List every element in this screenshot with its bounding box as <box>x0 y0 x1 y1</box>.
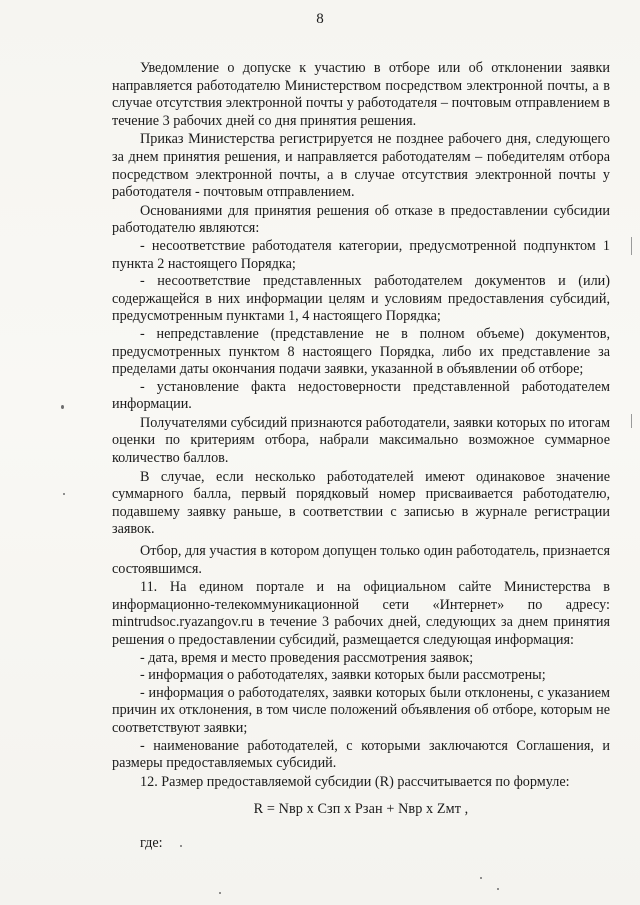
scan-speck <box>497 888 499 890</box>
list-item-date-time-place: - дата, время и место проведения рассмотрения заявок; <box>140 649 474 666</box>
scan-edge-mark <box>631 414 632 428</box>
list-item-documents-missing: - непредставление (представление не в полном объеме) документов, предусмотренных пунктом 8 настоящего Порядка, либо их представление за пределами даты окончания подачи заявки, указанной в объявлении об отборе; <box>112 325 610 378</box>
paragraph-recipients: Получателями субсидий признаются работодатели, заявки которых по итогам оценки по критериям отбора, набрали максимально возможное суммарное количество баллов. <box>112 414 610 467</box>
paragraph-order-registration: Приказ Министерства регистрируется не позднее рабочего дня, следующего за днем принятия решения, и направляется работодателям – победителям отбора посредством электронной почты, а в случае отсутствия электронной почты у работодателя - почтовым отправлением. <box>112 131 610 201</box>
paragraph-notice: Уведомление о допуске к участию в отборе или об отклонении заявки направляется работодателю Министерством посредством электронной почты, а в случае отсутствия электронной почты у работодателя – почтовым отправлением в течение 3 рабочих дней со дня принятия решения. <box>112 60 610 129</box>
scan-speck <box>480 877 482 879</box>
scan-speck <box>61 405 64 409</box>
list-item-reviewed-applicants: - информация о работодателях, заявки которых были рассмотрены; <box>140 667 546 684</box>
scan-speck <box>63 493 65 495</box>
paragraph-refusal-grounds: Основаниями для принятия решения об отказе в предоставлении субсидии работодателю являются: <box>112 202 610 237</box>
list-item-documents-mismatch: - несоответствие представленных работодателем документов и (или) содержащейся в них информации целям и условиям предоставления субсидий, предусмотренным пунктами 1, 4 настоящего Порядка; <box>112 273 610 325</box>
scan-speck <box>180 845 182 847</box>
page-number: 8 <box>316 11 324 27</box>
scan-speck <box>219 892 221 894</box>
scan-edge-mark <box>631 237 632 255</box>
subsidy-formula: R = Nвр x Cзп x Рзан + Nвр x Zмт , <box>253 801 469 818</box>
list-item-category-mismatch: - несоответствие работодателя категории, предусмотренной подпунктом 1 пункта 2 настоящего Порядка; <box>112 237 610 272</box>
list-item-agreements: - наименование работодателей, с которыми заключаются Соглашения, и размеры предоставляемых субсидий. <box>112 737 610 772</box>
document-body <box>112 60 610 853</box>
paragraph-equal-score: В случае, если несколько работодателей имеют одинаковое значение суммарного балла, первый порядковый номер присваивается работодателю, подавшему заявку раньше, в соответствии с записью в журнале регистрации заявок. <box>112 468 610 538</box>
where-label: где: <box>140 834 163 851</box>
list-item-false-information: - установление факта недостоверности представленной работодателем информации. <box>112 378 610 413</box>
paragraph-clause-12: 12. Размер предоставляемой субсидии (R) рассчитывается по формуле: <box>140 773 570 790</box>
paragraph-single-participant: Отбор, для участия в котором допущен только один работодатель, признается состоявшимся. <box>112 543 610 577</box>
list-item-rejected-applicants: - информация о работодателях, заявки которых были отклонены, с указанием причин их отклонения, в том числе положений объявления об отборе, которым не соответствуют заявки; <box>112 684 610 736</box>
paragraph-clause-11: 11. На едином портале и на официальном сайте Министерства в информационно-телекоммуникационной сети «Интернет» по адресу: mintrudsoc.ryazangov.ru в течение 3 рабочих дней, следующих за днем принятия решения о предоставлении субсидий, размещается следующая информация: <box>112 579 610 648</box>
